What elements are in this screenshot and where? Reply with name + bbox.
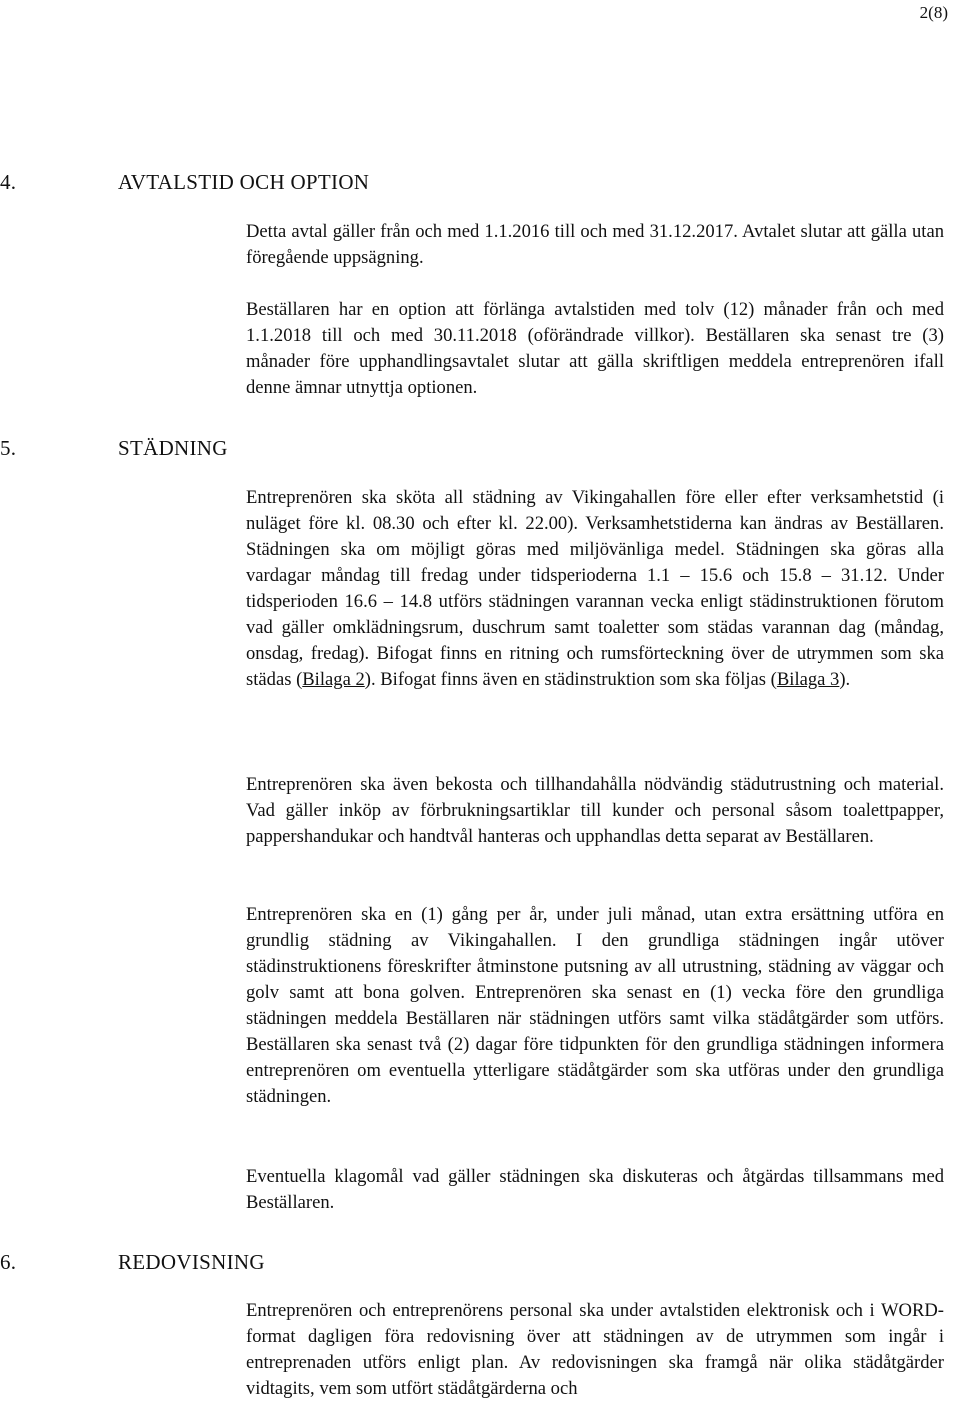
section-number: 4. xyxy=(0,170,17,194)
section-title: STÄDNING xyxy=(118,436,228,460)
appendix-reference: Bilaga 3 xyxy=(776,669,840,690)
paragraph: Entreprenören ska en (1) gång per år, under juli månad, utan extra ersättning utföra en grundlig städning av Vikingahallen. I den grundliga städningen ingår utöver städinstruktionens föreskrifter åtminstone putsning av all utrustning, städning av väggar och golv samt att bona golven. Entreprenören ska senast en (1) vecka före den grundliga städningen meddela Beställaren när städningen utförs samt vilka städåtgärder som utförs. Beställaren ska senast två (2) dagar före tidpunkten för den grundliga städningen informera entreprenören om eventuella ytterligare städåtgärder som ska utföras under den grundliga städningen. xyxy=(246,904,944,1107)
section-heading-5 xyxy=(0,436,228,461)
paragraph: Entreprenören ska sköta all städning av Vikingahallen före eller efter verksamhetstid (i nuläget före kl. 08.30 och efter kl. 22.00). Verksamhetstiderna kan ändras av Beställaren. Städningen ska om möjligt göras med miljövänliga medel. Städningen ska göras alla vardagar måndag till fredag under tidsperioderna 1.1 – 15.6 och 15.8 – 31.12. Under tidsperioden 16.6 – 14.8 utförs städningen varannan vecka enligt städinstruktionen förutom vad gäller omklädningsrum, duschrum samt toaletter som städas varannan dag (måndag, onsdag, fredag). Bifogat finns en ritning och rumsförteckning över de utrymmen som ska städas (Bilaga 2). Bifogat finns även en städinstruktion som ska följas (Bilaga 3). xyxy=(246,487,944,690)
section-heading-6 xyxy=(0,1250,265,1275)
paragraph: Entreprenören ska även bekosta och tillhandahålla nödvändig städutrustning och material. Vad gäller inköp av förbrukningsartiklar till kunder och personal såsom toalettpapper, pappershandukar och handtvål hanteras och upphandlas detta separat av Beställaren. xyxy=(246,774,944,847)
appendix-reference: Bilaga 2 xyxy=(302,669,365,690)
section-heading-4 xyxy=(0,170,369,195)
paragraph: Beställaren har en option att förlänga avtalstiden med tolv (12) månader från och med 1.1.2018 till och med 30.11.2018 (oförändrade villkor). Beställaren ska senast tre (3) månader före upphandlingsavtalet slutar att gälla skriftligen meddela entreprenören ifall denne ämnar utnyttja optionen. xyxy=(246,299,944,398)
section-number: 5. xyxy=(0,436,17,460)
page-number: 2(8) xyxy=(919,3,948,22)
paragraph: Entreprenören och entreprenörens personal ska under avtalstiden elektronisk och i WORD-format dagligen föra redovisning över att städningen av de utrymmen som ingår i entreprenaden utförs enligt plan. Av redovisningen ska framgå när olika städåtgärder vidtagits, vem som utfört städåtgärderna och xyxy=(246,1300,944,1399)
section-title: AVTALSTID OCH OPTION xyxy=(118,170,370,194)
section-number: 6. xyxy=(0,1250,17,1274)
paragraph: Detta avtal gäller från och med 1.1.2016 till och med 31.12.2017. Avtalet slutar att gälla utan föregående uppsägning. xyxy=(246,221,944,268)
paragraph: Eventuella klagomål vad gäller städningen ska diskuteras och åtgärdas tillsammans med Beställaren. xyxy=(246,1166,944,1213)
section-title: REDOVISNING xyxy=(118,1250,265,1274)
